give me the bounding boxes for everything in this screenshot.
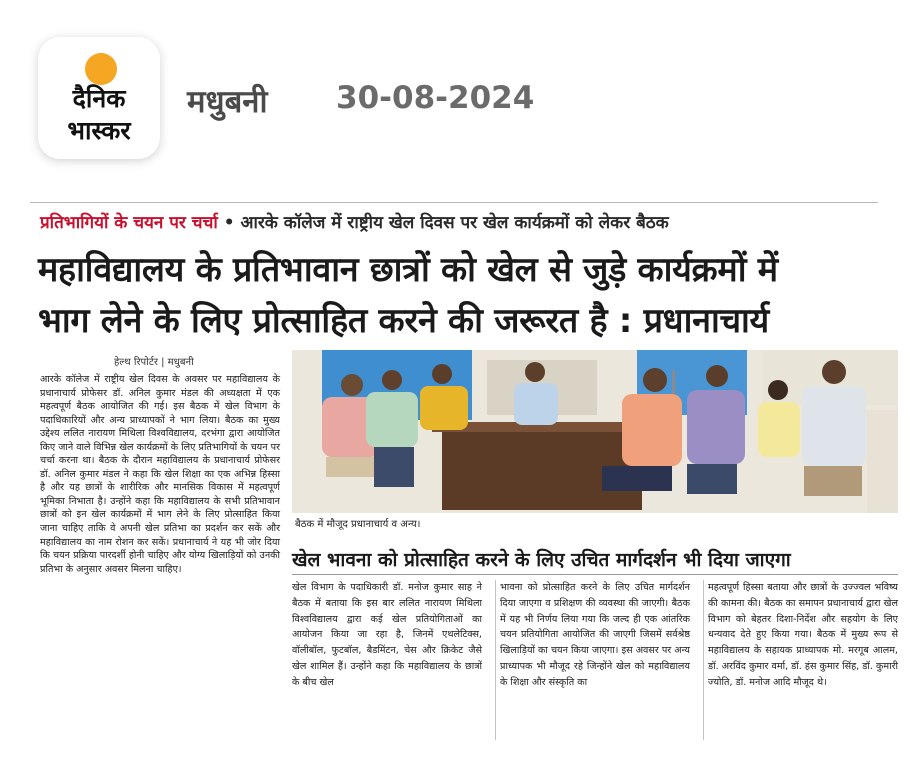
article-column-3: महत्वपूर्ण हिस्सा बताया और छात्रों के उज्ज्वल भविष्य की कामना की। बैठक का समापन प्रधानाचार्य द्वारा खेल विभाग को बेहतर दिशा-निर्देश और सहयोग के लिए धन्यवाद देते हुए किया गया। बैठक में मुख्य रूप से महाविद्यालय के सहायक प्राध्यापक मो. मरगूब आलम, डॉ. अरविंद कुमार वर्मा, डॉ. हंस कुमार सिंह, डॉ. कुमारी ज्योति, डॉ. मनोज आदि मौजूद थे। <box>708 582 898 688</box>
kicker-highlight: प्रतिभागियों के चयन पर चर्चा <box>40 213 218 233</box>
photo-caption: बैठक में मौजूद प्रधानाचार्य व अन्य। <box>295 519 421 530</box>
newspaper-logo <box>38 37 160 159</box>
edition-date: 30-08-2024 <box>336 80 535 116</box>
column-rule-1 <box>495 580 496 740</box>
kicker-text: आरके कॉलेज में राष्ट्रीय खेल दिवस पर खेल कार्यक्रमों को लेकर बैठक <box>240 213 669 233</box>
meeting-photo <box>292 350 898 513</box>
headline <box>38 245 888 347</box>
logo-text-line2: भास्कर <box>67 116 131 145</box>
edition-name: मधुबनी <box>187 84 268 120</box>
article-column-2: भावना को प्रोत्साहित करने के लिए उचित मार्गदर्शन दिया जाएगा व प्रशिक्षण की व्यवस्था की जाएगी। बैठक में यह भी निर्णय लिया गया कि जल्द ही एक आंतरिक चयन प्रतियोगिता आयोजित की जाएगी जिसमें सर्वश्रेष्ठ खिलाड़ियों का चयन किया जाएगा। इस अवसर पर अन्य प्राध्यापक भी मौजूद रहे जिन्होंने खेल को महाविद्यालय के शिक्षा और संस्कृति का <box>500 582 690 688</box>
headline-line2: भाग लेने के लिए प्रोत्साहित करने की जरूरत है : प्रधानाचार्य <box>38 301 769 341</box>
section-subheading: खेल भावना को प्रोत्साहित करने के लिए उचित मार्गदर्शन भी दिया जाएगा <box>292 549 791 571</box>
byline: हेल्थ रिपोर्टर | मधुबनी <box>114 357 194 368</box>
article-left-column: आरके कॉलेज में राष्ट्रीय खेल दिवस के अवसर पर महाविद्यालय के प्रधानाचार्य प्रोफेसर डॉ. अनिल कुमार मंडल की अध्यक्षता में एक महत्वपूर्ण बैठक आयोजित की गई। इस बैठक में खेल विभाग के पदाधिकारियों और अन्य प्राध्यापकों ने भाग लिया। बैठक का मुख्य उद्देश्य ललित नारायण मिथिला विश्वविद्यालय, दरभंगा द्वारा आयोजित किए जाने वाले विभिन्न खेल कार्यक्रमों के लिए प्रतिभागियों के चयन पर चर्चा करना था। बैठक के दौरान महाविद्यालय के प्रधानाचार्य प्रोफेसर डॉ. अनिल कुमार मंडल ने कहा कि खेल शिक्षा का एक अभिन्न हिस्सा है और यह छात्रों के शारीरिक और मानसिक विकास में महत्वपूर्ण भूमिका निभाता है। उन्होंने कहा कि महाविद्यालय के सभी प्रतिभावान छात्रों को इन खेल कार्यक्रमों में भाग लेने के लिए प्रोत्साहित किया जाना चाहिए ताकि वे अपनी खेल प्रतिभा का प्रदर्शन कर सकें और महाविद्यालय का नाम रोशन कर सकें। प्रधानाचार्य ने यह भी जोर दिया कि चयन प्रक्रिया पारदर्शी होनी चाहिए और योग्य खिलाड़ियों को उनकी प्रतिभा के अनुसार अवसर मिलना चाहिए। <box>40 374 280 575</box>
meeting-photo-illustration <box>292 350 898 513</box>
column-rule-2 <box>703 580 704 740</box>
top-divider <box>30 202 878 203</box>
article-column-1: खेल विभाग के पदाधिकारी डॉ. मनोज कुमार साह ने बैठक में बताया कि इस बार ललित नारायण मिथिला विश्वविद्यालय द्वारा कई खेल प्रतियोगिताओं का आयोजन किया जा रहा है, जिनमें एथलेटिक्स, वॉलीबॉल, फुटबॉल, बैडमिंटन, चेस और क्रिकेट जैसे खेल शामिल हैं। उन्होंने कहा कि महाविद्यालय के छात्रों के बीच खेल <box>292 582 482 688</box>
subhead-rule <box>292 574 898 575</box>
kicker-line <box>40 210 669 233</box>
logo-text-line1: दैनिक <box>72 84 126 113</box>
headline-line1: महाविद्यालय के प्रतिभावान छात्रों को खेल से जुड़े कार्यक्रमों में <box>38 250 778 290</box>
kicker-bullet: • <box>217 213 241 233</box>
